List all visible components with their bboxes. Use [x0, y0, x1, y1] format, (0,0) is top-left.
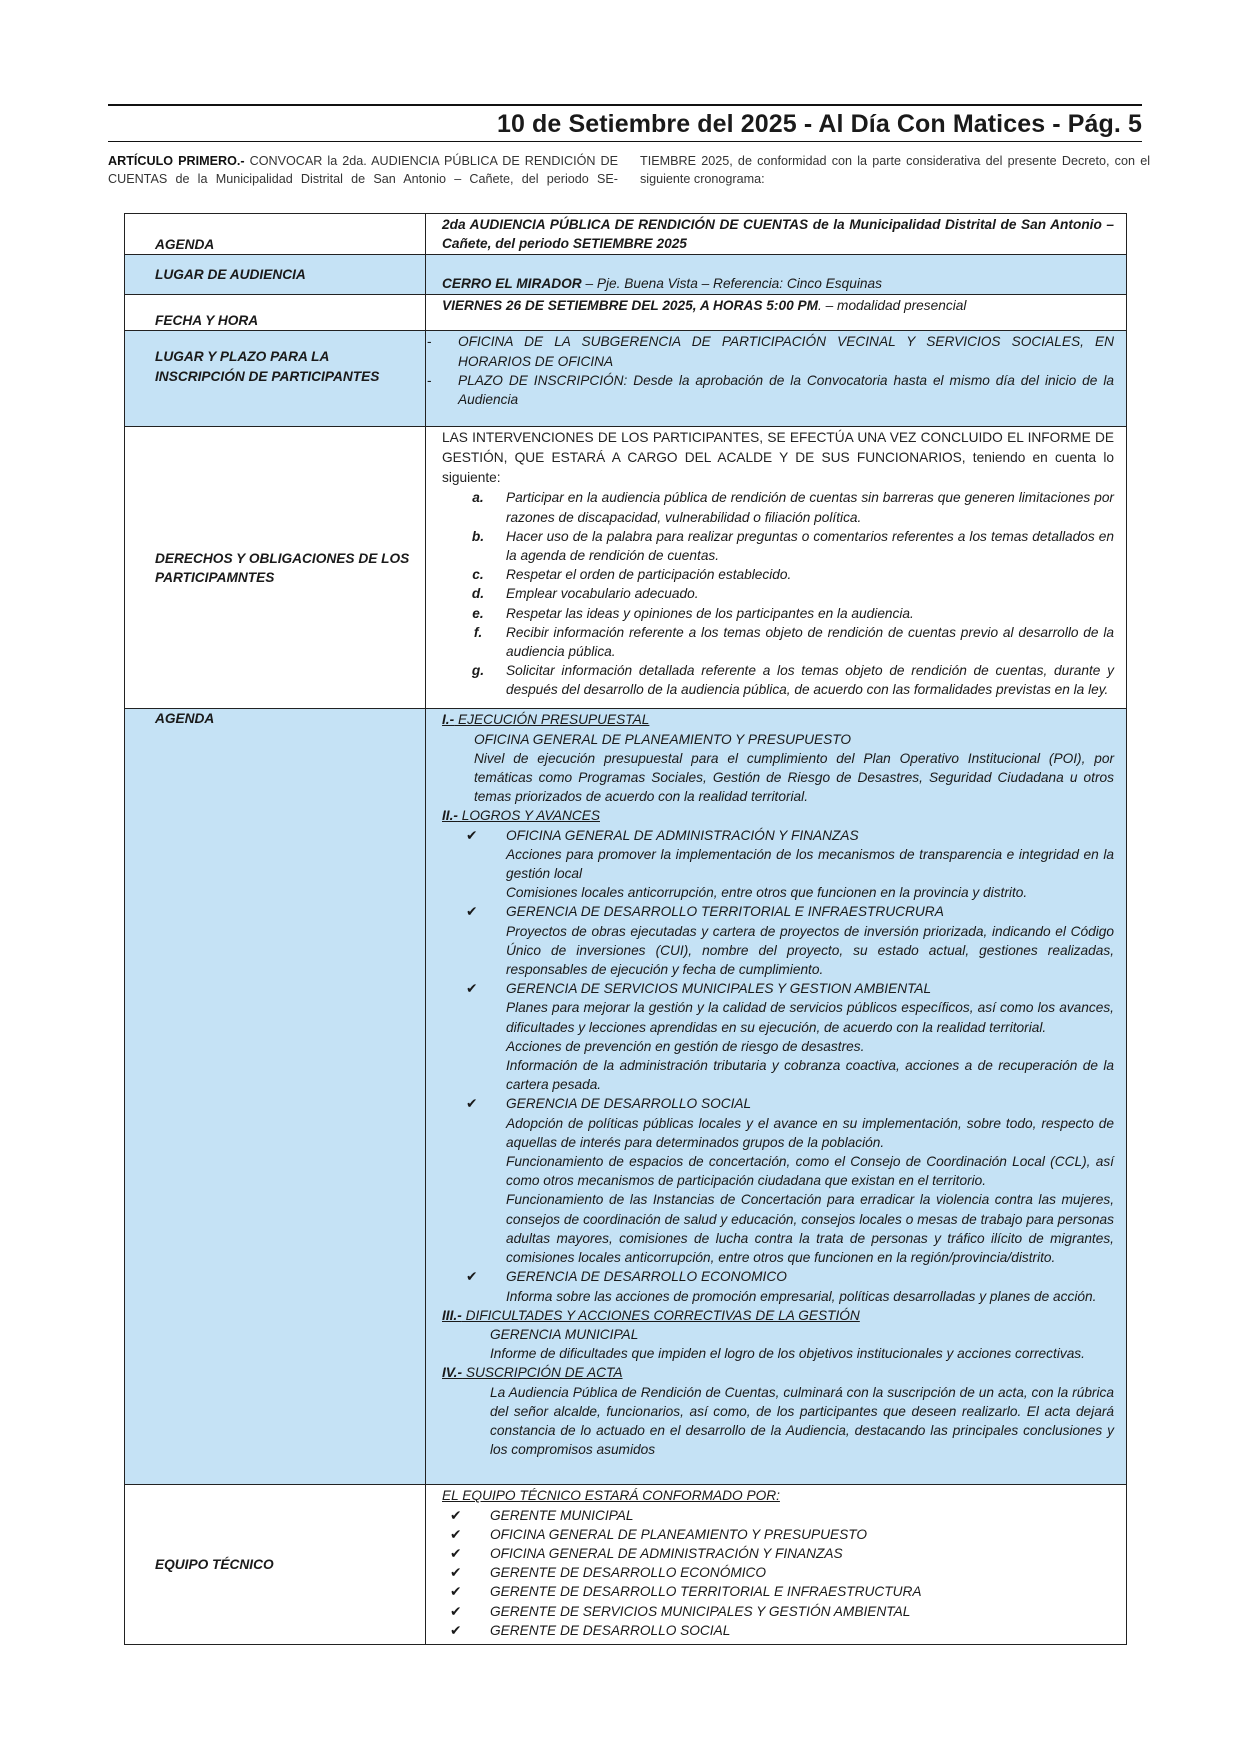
row-agenda-head — [125, 214, 1127, 255]
item-text: Respetar las ideas y opiniones de los participantes en la audiencia. — [506, 605, 914, 621]
header-rule — [108, 141, 1142, 142]
office-name: GERENCIA DE DESARROLLO ECONOMICO — [506, 1269, 787, 1285]
fecha-date: VIERNES 26 DE SETIEMBRE DEL 2025, A HORAS 5:00 PM — [442, 298, 819, 314]
member-name: GERENTE DE DESARROLLO SOCIAL — [490, 1622, 731, 1638]
equipo-member — [442, 1544, 1114, 1563]
derechos-item — [442, 488, 1114, 526]
section-title: EJECUCIÓN PRESUPUESTAL — [454, 712, 650, 728]
checkmark-icon: ✔ — [450, 1526, 462, 1542]
equipo-member — [442, 1506, 1114, 1525]
checkmark-icon: ✔ — [450, 1565, 462, 1581]
value-fecha — [426, 295, 1127, 331]
value-equipo — [426, 1485, 1127, 1645]
derechos-item — [442, 604, 1114, 623]
row-inscripcion — [125, 331, 1127, 427]
item-letter: f. — [473, 624, 483, 640]
label-derechos: DERECHOS Y OBLIGACIONES DE LOS PARTICIPAMNTES — [125, 427, 426, 709]
office-name: GERENCIA DE DESARROLLO TERRITORIAL E INFRAESTRUCRURA — [506, 904, 944, 920]
derechos-item — [442, 565, 1114, 584]
row-fecha — [125, 295, 1127, 331]
agenda-section-2 — [442, 806, 1114, 825]
item-text: Hacer uso de la palabra para realizar preguntas o comentarios referentes a los temas detallados en la agenda de rendición de cuentas. — [506, 528, 1114, 564]
item-letter: g. — [471, 663, 485, 679]
section-1-description: Nivel de ejecución presupuestal para el cumplimiento del Plan Operativo Institucional (POI), por temáticas como Programas Sociales, Gestión de Riesgo de Desastres, Seguridad Ciudadana u otros temas priorizados de acuerdo con la realidad territorial. — [474, 750, 1114, 805]
label-agenda-head: AGENDA — [125, 214, 426, 255]
section-4-description: La Audiencia Pública de Rendición de Cuentas, culminará con la suscripción de un acta, con la rúbrica del señor alcalde, funcionarios, así como, de los participantes que deseen realizarlo. El acta dejará constancia de lo actuado en el desarrollo de la Audiencia, destacando las principales conclusiones y los compromisos asumidos — [490, 1384, 1114, 1458]
intro-left-text: CONVOCAR la 2da. AUDIENCIA PÚBLICA DE RENDICIÓN DE CUENTAS de la Municipalidad Distrital de San Antonio – Cañete, del periodo SE- — [108, 154, 618, 186]
checkmark-icon: ✔ — [466, 1269, 478, 1285]
fecha-modality: . – modalidad presencial — [818, 298, 967, 314]
label-inscripcion: LUGAR Y PLAZO PARA LA INSCRIPCIÓN DE PARTICIPANTES — [125, 331, 426, 427]
label-equipo: EQUIPO TÉCNICO — [125, 1485, 426, 1645]
equipo-member — [442, 1602, 1114, 1621]
member-name: GERENTE DE SERVICIOS MUNICIPALES Y GESTIÓN AMBIENTAL — [490, 1603, 911, 1619]
member-name: GERENTE DE DESARROLLO TERRITORIAL E INFRAESTRUCTURA — [490, 1584, 922, 1600]
agenda-section-4 — [442, 1363, 1114, 1382]
derechos-item — [442, 584, 1114, 603]
item-letter: d. — [471, 586, 485, 602]
value-agenda-head: 2da AUDIENCIA PÚBLICA DE RENDICIÓN DE CUENTAS de la Municipalidad Distrital de San Antonio – Cañete, del periodo SETIEMBRE 2025 — [426, 214, 1127, 255]
page-header-title: 10 de Setiembre del 2025 - Al Día Con Matices - Pág. 5 — [497, 110, 1142, 138]
office-description: Acciones para promover la implementación de los mecanismos de transparencia e integridad en la gestión local — [506, 846, 1114, 882]
item-letter: e. — [472, 605, 484, 621]
agenda-office-item — [442, 979, 1114, 998]
checkmark-icon: ✔ — [450, 1584, 462, 1600]
derechos-intro: LAS INTERVENCIONES DE LOS PARTICIPANTES, SE EFECTÚA UNA VEZ CONCLUIDO EL INFORME DE GESTIÓN, QUE ESTARÁ A CARGO DEL ACALDE Y DE SUS FUNCIONARIOS, teniendo en cuenta lo siguiente: — [442, 430, 1114, 486]
section-number: IV.- — [442, 1365, 463, 1381]
checkmark-icon: ✔ — [466, 827, 478, 843]
dash-bullet-2: - — [427, 372, 432, 388]
office-description: Información de la administración tributaria y cobranza coactiva, acciones a de recuperación de la cartera pesada. — [506, 1058, 1114, 1093]
section-title: SUSCRIPCIÓN DE ACTA — [462, 1365, 623, 1381]
office-name: OFICINA GENERAL DE ADMINISTRACIÓN Y FINANZAS — [506, 827, 859, 843]
section-title: DIFICULTADES Y ACCIONES CORRECTIVAS DE LA GESTIÓN — [461, 1307, 860, 1323]
office-name: GERENCIA DE SERVICIOS MUNICIPALES Y GESTION AMBIENTAL — [506, 981, 932, 997]
office-description: Informa sobre las acciones de promoción empresarial, políticas desarrolladas y planes de acción. — [506, 1288, 1097, 1304]
checkmark-icon: ✔ — [466, 981, 478, 997]
agenda-office-item — [442, 1267, 1114, 1286]
top-rule — [108, 104, 1142, 106]
label-lugar: LUGAR DE AUDIENCIA — [125, 255, 426, 295]
section-3-office: GERENCIA MUNICIPAL — [490, 1326, 639, 1342]
section-title: LOGROS Y AVANCES — [457, 808, 600, 824]
office-description: Proyectos de obras ejecutadas y cartera de proyectos de inversión priorizada, indicando el Código Único de inversiones (CUI), nombre del proyecto, su estado actual, gestiones realizadas, responsables de ejecución y fecha de cumplimiento. — [506, 923, 1114, 978]
row-lugar — [125, 255, 1127, 295]
section-number: I.- — [442, 712, 455, 728]
office-description: Acciones de prevención en gestión de riesgo de desastres. — [506, 1038, 865, 1054]
value-lugar — [426, 255, 1127, 295]
office-name: GERENCIA DE DESARROLLO SOCIAL — [506, 1096, 752, 1112]
agenda-section-1 — [442, 710, 1114, 729]
item-text: Solicitar información detallada referente a los temas objeto de rendición de cuentas, durante y después del desarrollo de la audiencia pública, de acuerdo con las formalidades previstas en la ley. — [506, 663, 1114, 698]
office-description: Adopción de políticas públicas locales y el avance en su implementación, sobre todo, respecto de aquellas de interés para determinados grupos de la población. — [506, 1115, 1114, 1150]
label-fecha: FECHA Y HORA — [125, 295, 426, 331]
checkmark-icon: ✔ — [450, 1603, 462, 1619]
row-derechos — [125, 427, 1127, 709]
lugar-name: CERRO EL MIRADOR — [442, 276, 582, 292]
equipo-member — [442, 1621, 1114, 1640]
checkmark-icon: ✔ — [450, 1546, 462, 1562]
section-number: II.- — [442, 808, 458, 824]
article-label: ARTÍCULO PRIMERO.- — [108, 154, 245, 168]
dash-bullet-1: - — [427, 334, 432, 350]
checkmark-icon: ✔ — [450, 1622, 462, 1638]
section-3-description: Informe de dificultades que impiden el logro de los objetivos institucionales y acciones correctivas. — [490, 1346, 1085, 1362]
member-name: GERENTE MUNICIPAL — [490, 1507, 634, 1523]
value-inscripcion — [426, 331, 1127, 427]
agenda-section-3 — [442, 1306, 1114, 1325]
lugar-reference: – Pje. Buena Vista – Referencia: Cinco Esquinas — [581, 276, 882, 292]
inscripcion-bullet — [427, 332, 1114, 370]
equipo-member — [442, 1525, 1114, 1544]
agenda-office-item — [442, 826, 1114, 845]
row-agenda — [125, 709, 1127, 1485]
value-agenda — [426, 709, 1127, 1485]
member-name: OFICINA GENERAL DE PLANEAMIENTO Y PRESUPUESTO — [490, 1526, 868, 1542]
item-text: Emplear vocabulario adecuado. — [506, 586, 699, 602]
checkmark-icon: ✔ — [450, 1507, 462, 1523]
equipo-title: EL EQUIPO TÉCNICO ESTARÁ CONFORMADO POR: — [442, 1488, 780, 1504]
office-description: Comisiones locales anticorrupción, entre otros que funcionen en la provincia y distrito. — [506, 885, 1028, 901]
item-letter: c. — [472, 567, 484, 583]
value-derechos — [426, 427, 1127, 709]
item-text: Participar en la audiencia pública de rendición de cuentas sin barreras que generen limitaciones por razones de discapacidad, vulnerabilidad o filiación política. — [506, 490, 1114, 525]
derechos-item — [442, 623, 1114, 661]
item-text: Respetar el orden de participación establecido. — [506, 567, 792, 583]
item-letter: b. — [471, 528, 485, 544]
member-name: OFICINA GENERAL DE ADMINISTRACIÓN Y FINANZAS — [490, 1546, 843, 1562]
office-description: Funcionamiento de las Instancias de Concertación para erradicar la violencia contra las mujeres, consejos de coordinación de salud y educación, consejos locales o mesas de trabajo para personas adultas mayores, comisiones de lucha contra la trata de personas y tráfico ilícito de migrantes, comisiones locales anticorrupción, entre otros que funcionen en la región/provincia/distrito. — [506, 1192, 1114, 1266]
item-letter: a. — [472, 490, 484, 506]
inscripcion-office: OFICINA DE LA SUBGERENCIA DE PARTICIPACIÓN VECINAL Y SERVICIOS SOCIALES, EN HORARIOS DE OFICINA — [458, 334, 1114, 369]
member-name: GERENTE DE DESARROLLO ECONÓMICO — [490, 1565, 767, 1581]
label-agenda: AGENDA — [125, 709, 426, 1485]
row-equipo — [125, 1485, 1127, 1645]
item-text: Recibir información referente a los temas objeto de rendición de cuentas previo al desarrollo de la audiencia pública. — [506, 624, 1114, 660]
derechos-item — [442, 527, 1114, 565]
inscripcion-bullet — [427, 371, 1114, 409]
equipo-member — [442, 1563, 1114, 1582]
section-1-office: OFICINA GENERAL DE PLANEAMIENTO Y PRESUPUESTO — [474, 731, 852, 747]
schedule-table — [124, 213, 1127, 1645]
agenda-office-item — [442, 1094, 1114, 1113]
intro-right-column: TIEMBRE 2025, de conformidad con la parte considerativa del presente Decreto, con el siguiente cronograma: — [640, 154, 1150, 186]
derechos-item — [442, 661, 1114, 699]
inscripcion-plazo: PLAZO DE INSCRIPCIÓN: Desde la aprobación de la Convocatoria hasta el mismo día del inicio de la Audiencia — [458, 372, 1114, 408]
checkmark-icon: ✔ — [466, 904, 478, 920]
office-description: Planes para mejorar la gestión y la calidad de servicios públicos específicos, así como los avances, dificultades y lecciones aprendidas en su ejecución, de acuerdo con la realidad territorial. — [506, 1000, 1114, 1035]
checkmark-icon: ✔ — [466, 1096, 478, 1112]
section-number: III.- — [442, 1307, 462, 1323]
office-description: Funcionamiento de espacios de concertación, como el Consejo de Coordinación Local (CCL), así como otros mecanismos de participación ciudadana que existan en el territorio. — [506, 1154, 1114, 1189]
intro-left-column — [108, 152, 618, 188]
equipo-member — [442, 1582, 1114, 1601]
agenda-office-item — [442, 902, 1114, 921]
